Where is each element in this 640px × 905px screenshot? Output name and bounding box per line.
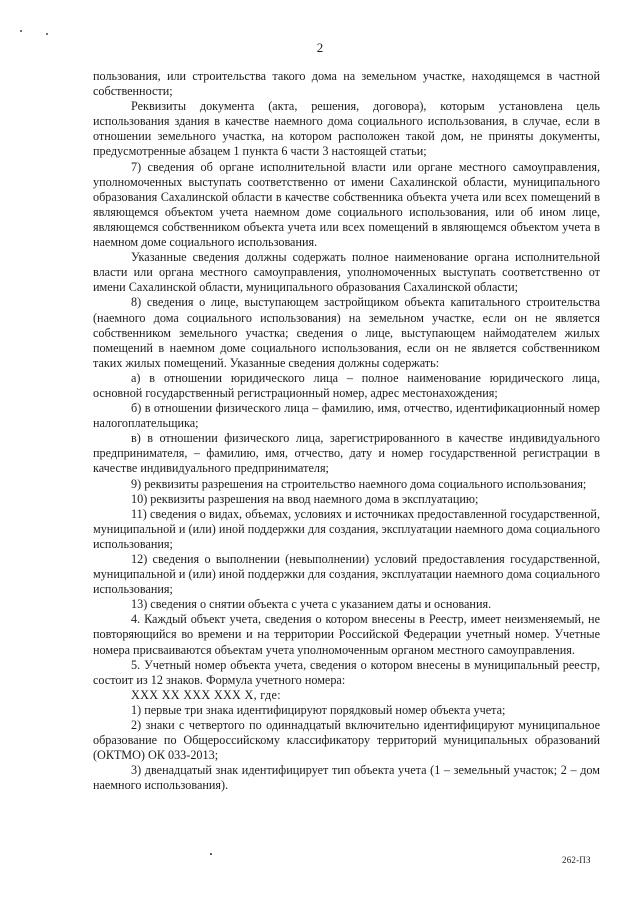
paragraph: 10) реквизиты разрешения на ввод наемного дома в эксплуатацию; xyxy=(131,491,479,506)
paragraph: Реквизиты документа (акта, решения, договора), которым установлена цель использования здания в качестве наемного дома социального использования, в случае, если в отношении земельного участка, на котором расположен такой дом, не приняты документы, предусмотренные абзацем 1 пункта 6 части 3 настоящей статьи; xyxy=(93,99,600,159)
paragraph: 2) знаки с четвертого по одиннадцатый включительно идентифицируют муниципальное образование по Общероссийскому классификатору территорий муниципальных образований (ОКТМО) ОК 033-2013; xyxy=(93,718,600,763)
paragraph: Указанные сведения должны содержать полное наименование органа исполнительной власти или органа местного самоуправления, уполномоченных выступать соответственно от имени Сахалинской области, муниципального образования Сахалинской области; xyxy=(93,250,600,295)
document-code: 262-ПЗ xyxy=(562,855,591,865)
document-body xyxy=(93,69,600,794)
paragraph: б) в отношении физического лица – фамилию, имя, отчество, идентификационный номер налогоплательщика; xyxy=(93,401,600,431)
paragraph: 13) сведения о снятии объекта с учета с указанием даты и основания. xyxy=(131,597,492,612)
paragraph: а) в отношении юридического лица – полное наименование юридического лица, основной государственный регистрационный номер, адрес местонахождения; xyxy=(93,370,600,400)
paragraph: 9) реквизиты разрешения на строительство наемного дома социального использования; xyxy=(131,476,587,491)
paragraph: 3) двенадцатый знак идентифицирует тип объекта учета (1 – земельный участок; 2 – дом наемного использования). xyxy=(93,763,600,793)
paragraph: 8) сведения о лице, выступающем застройщиком объекта капитального строительства (наемного дома социального использования) на земельном участке, если он не является собственником земельного участка; сведения о лице, выступающем наймодателем жилых помещений в наемном доме социального использования, если он не является собственником таких жилых помещений. Указанные сведения должны содержать: xyxy=(93,295,600,370)
paragraph: пользования, или строительства такого дома на земельном участке, находящемся в частной собственности; xyxy=(93,69,600,99)
paragraph: 5. Учетный номер объекта учета, сведения о котором внесены в муниципальный реестр, состоит из 12 знаков. Формула учетного номера: xyxy=(93,657,600,687)
paragraph: ХХХ ХХ ХХХ ХХХ Х, где: xyxy=(131,687,281,702)
paragraph: 12) сведения о выполнении (невыполнении) условий предоставления государственной, муниципальной и (или) иной поддержки для создания, эксплуатации наемного дома социального использования; xyxy=(93,552,600,597)
page-number: 2 xyxy=(316,40,324,55)
paragraph: 7) сведения об органе исполнительной власти или органе местного самоуправления, уполномоченных выступать соответственно от имени Сахалинской области, муниципального образования Сахалинской области в качестве собственника объекта учета или всех помещений в являющемся объектом учета наемном доме социального использования, или об ином лице, являющемся собственником объекта учета или всех помещений в являющемся объектом учета в наемном доме социального использования. xyxy=(93,159,600,250)
scan-speck xyxy=(20,30,22,32)
paragraph: 4. Каждый объект учета, сведения о котором внесены в Реестр, имеет неизменяемый, не повторяющийся во времени и на территории Российской Федерации учетный номер. Учетные номера присваиваются объектам учета уполномоченным органом местного самоуправления. xyxy=(93,612,600,657)
scan-speck xyxy=(210,853,212,855)
paragraph: 11) сведения о видах, объемах, условиях и источниках предоставленной государственной, муниципальной и (или) иной поддержки для создания, эксплуатации наемного дома социального использования; xyxy=(93,506,600,551)
paragraph: в) в отношении физического лица, зарегистрированного в качестве индивидуального предпринимателя, – фамилию, имя, отчество, дату и номер государственной регистрации в качестве индивидуального предпринимателя; xyxy=(93,431,600,476)
paragraph: 1) первые три знака идентифицируют порядковый номер объекта учета; xyxy=(131,702,506,717)
scan-speck xyxy=(46,33,48,35)
